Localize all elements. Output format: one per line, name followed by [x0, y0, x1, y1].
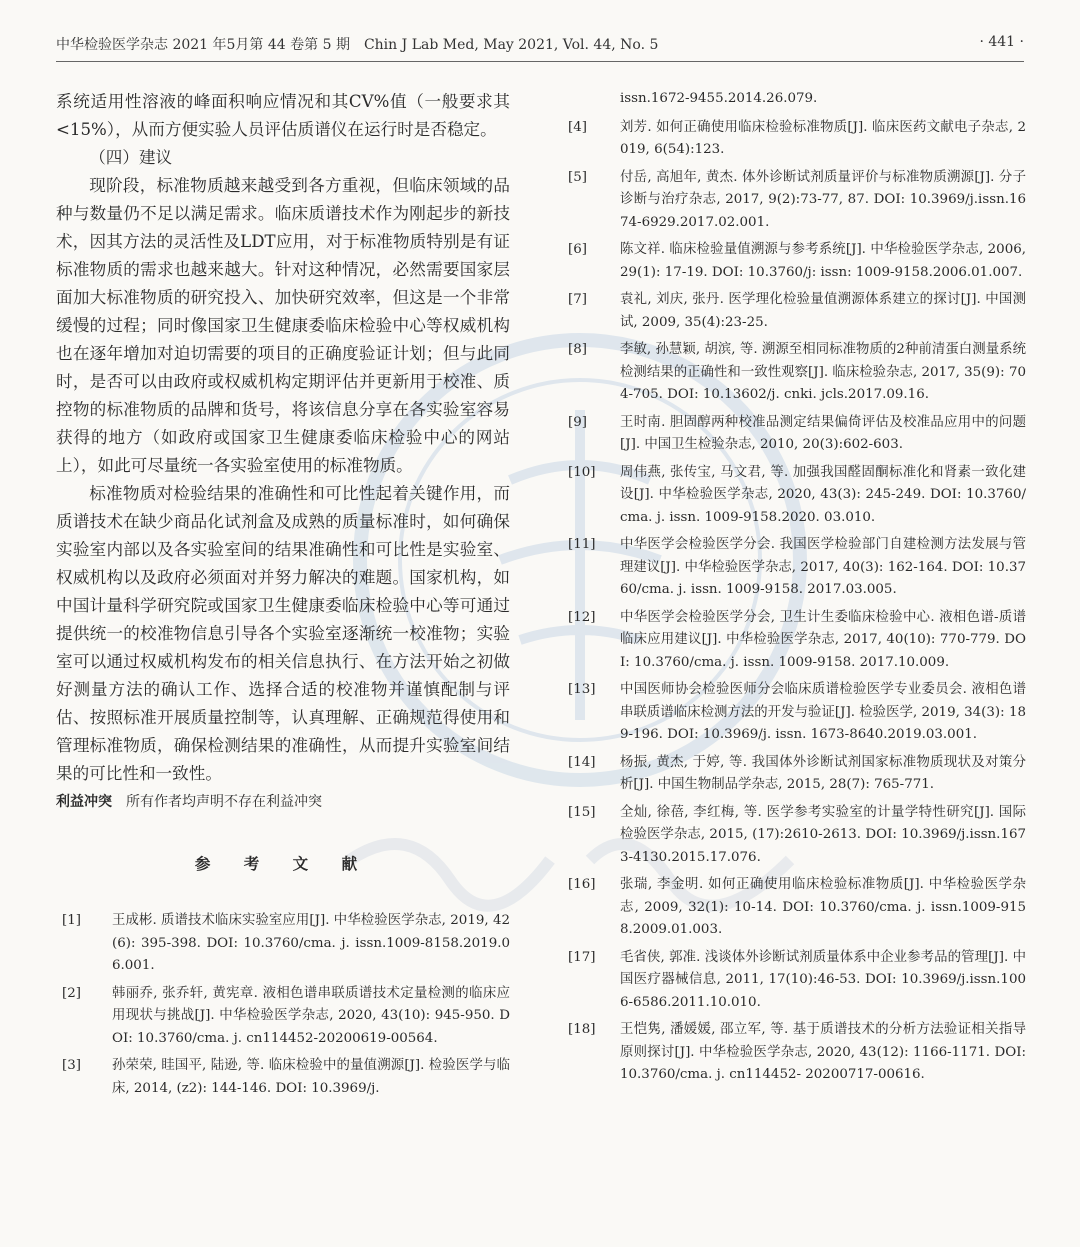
reference-number: [10]	[568, 464, 596, 480]
reference-text: 王成彬. 质谱技术临床实验室应用[J]. 中华检验医学杂志, 2019, 42(6): 395-398. DOI: 10.3760/cma. j. issn.1009-8158.2019.06.001.	[112, 913, 510, 973]
page-number: · 441 ·	[979, 34, 1024, 50]
reference-entry	[566, 874, 1026, 942]
reference-number: [2]	[62, 985, 81, 1001]
paragraph-cv-continued: 系统适用性溶液的峰面积响应情况和其CV%值（一般要求其<15%），从而方便实验人员评估质谱仪在运行时是否稳定。	[56, 92, 510, 139]
left-column	[56, 88, 510, 1105]
header-divider	[56, 61, 1024, 62]
coi-text: 所有作者均声明不存在利益冲突	[126, 794, 322, 810]
reference-list-right	[566, 117, 1026, 1087]
reference-text: 韩丽乔, 张乔轩, 黄宪章. 液相色谱串联质谱技术定量检测的临床应用现状与挑战[J]. 中华检验医学杂志, 2020, 43(10): 945-950. DOI: 10.3760/cma. j. cn114452-20200619-00564.	[112, 985, 510, 1046]
reference-number: [12]	[568, 609, 596, 625]
reference-entry	[566, 339, 1026, 407]
reference-number: [4]	[568, 119, 587, 135]
reference-number: [8]	[568, 342, 587, 357]
reference-text: 杨振, 黄杰, 于婷, 等. 我国体外诊断试剂国家标准物质现状及对策分析[J]. 中国生物制品学杂志, 2015, 28(7): 765-771.	[620, 754, 1026, 792]
section-heading-recommendations: （四）建议	[89, 148, 173, 167]
reference-text: 张瑞, 李金明. 如何正确使用临床检验标准物质[J]. 中华检验医学杂志, 2009, 32(1): 10-14. DOI: 10.3760/cma. j. issn.1009-9158.2009.01.003.	[620, 877, 1026, 937]
reference-text: 陈文祥. 临床检验量值溯源与参考系统[J]. 中华检验医学杂志, 2006, 29(1): 17-19. DOI: 10.3760/j: issn: 1009-9158.2006.01.007.	[620, 242, 1026, 280]
coi-label: 利益冲突	[56, 794, 112, 810]
reference-text: 李敏, 孙慧颖, 胡滨, 等. 溯源至相同标准物质的2种前清蛋白测量系统检测结果的正确性和一致性观察[J]. 临床检验杂志, 2017, 35(9): 704-705. DOI: 10.13602/j. cnki. jcls.2017.09.16.	[620, 342, 1026, 402]
reference-text: 周伟燕, 张传宝, 马文君, 等. 加强我国醛固酮标准化和肾素一致化建设[J]. 中华检验医学杂志, 2020, 43(3): 245-249. DOI: 10.3760/cma. j. issn. 1009-9158.2020. 03.010.	[620, 464, 1026, 525]
reference-number: [17]	[568, 949, 596, 965]
reference-number: [14]	[568, 754, 596, 770]
reference-number: [16]	[568, 877, 596, 892]
reference-entry	[566, 802, 1026, 870]
reference-entry	[566, 462, 1026, 530]
reference-text: 毛省侠, 郭准. 浅谈体外诊断试剂质量体系中企业参考品的管理[J]. 中国医疗器械信息, 2011, 17(10):46-53. DOI: 10.3969/j.issn.1006-6586.2011.10.010.	[620, 949, 1026, 1010]
reference-text: 付岳, 高旭年, 黄杰. 体外诊断试剂质量评价与标准物质溯源[J]. 分子诊断与治疗杂志, 2017, 9(2):73-77, 87. DOI: 10.3969/j.issn.1674-6929.2017.02.001.	[620, 169, 1026, 230]
reference-text: 刘芳. 如何正确使用临床检验标准物质[J]. 临床医药文献电子杂志, 2019, 6(54):123.	[620, 119, 1026, 157]
reference-text: 中华医学会检验医学分会, 卫生计生委临床检验中心. 液相色谱-质谱临床应用建议[J]. 中华检验医学杂志, 2017, 40(10): 770-779. DOI: 10.3760/cma. j. issn. 1009-9158. 2017.10.009.	[620, 609, 1026, 670]
reference-text: 王恺隽, 潘媛媛, 邵立军, 等. 基于质谱技术的分析方法验证相关指导原则探讨[J]. 中华检验医学杂志, 2020, 43(12): 1166-1171. DOI: 10.3760/cma. j. cn114452- 20200717-00616.	[620, 1022, 1026, 1082]
paragraph-current-status: 现阶段，标准物质越来越受到各方重视，但临床领域的品种与数量仍不足以满足需求。临床质谱技术作为刚起步的新技术，因其方法的灵活性及LDT应用，对于标准物质特别是有证标准物质的需求也越来越大。针对这种情况，必然需要国家层面加大标准物质的研究投入、加快研究效率，但这是一个非常缓慢的过程；同时像国家卫生健康委临床检验中心等权威机构也在逐年增加对迫切需要的项目的正确度验证计划；但与此同时，是否可以由政府或权威机构定期评估并更新用于校准、质控物的标准物质的品牌和货号，将该信息分享在各实验室容易获得的地方（如政府或国家卫生健康委临床检验中心的网站上），如此可尽量统一各实验室使用的标准物质。	[56, 176, 510, 475]
journal-citation-line: 中华检验医学杂志 2021 年5月第 44 卷第 5 期 Chin J Lab Med, May 2021, Vol. 44, No. 5	[56, 37, 659, 53]
reference-entry	[566, 289, 1026, 334]
right-column	[566, 88, 1026, 1092]
reference-entry	[566, 117, 1026, 162]
reference-text: 中华医学会检验医学分会. 我国医学检验部门自建检测方法发展与管理建议[J]. 中华检验医学杂志, 2017, 40(3): 162-164. DOI: 10.3760/cma. j. issn. 1009-9158. 2017.03.005.	[620, 537, 1026, 597]
reference-entry	[566, 239, 1026, 284]
reference-entry	[566, 167, 1026, 235]
reference-list-left	[56, 910, 510, 1100]
running-header	[56, 34, 1024, 54]
reference-entry	[566, 679, 1026, 747]
reference-number: [6]	[568, 242, 587, 257]
reference-entry	[56, 1055, 510, 1100]
reference-number: [18]	[568, 1022, 596, 1037]
reference-number: [13]	[568, 682, 596, 697]
reference-entry	[56, 983, 510, 1051]
reference-text: 孙荣荣, 眭国平, 陆逊, 等. 临床检验中的量值溯源[J]. 检验医学与临床, 2014, (z2): 144-146. DOI: 10.3969/j.	[112, 1058, 510, 1096]
conflict-of-interest	[56, 790, 510, 814]
reference-text: 王时南. 胆固醇两种校准品测定结果偏倚评估及校准品应用中的问题[J]. 中国卫生检验杂志, 2010, 20(3):602-603.	[620, 414, 1026, 452]
reference-number: [7]	[568, 292, 587, 307]
paragraph-conclusion: 标准物质对检验结果的准确性和可比性起着关键作用，而质谱技术在缺少商品化试剂盒及成熟的质量标准时，如何确保实验室内部以及各实验室间的结果准确性和可比性是实验室、权威机构以及政府必须面对并努力解决的难题。国家机构，如中国计量科学研究院或国家卫生健康委临床检验中心等可通过提供统一的校准物信息引导各个实验室逐渐统一校准物；实验室可以通过权威机构发布的相关信息执行、在方法开始之初做好测量方法的确认工作、选择合适的校准物并谨慎配制与评估、按照标准开展质量控制等，认真理解、正确规范得使用和管理标准物质，确保检测结果的准确性，从而提升实验室间结果的可比性和一致性。	[56, 484, 510, 783]
reference-number: [11]	[568, 537, 596, 552]
reference-entry	[566, 534, 1026, 602]
reference-continuation: issn.1672-9455.2014.26.079.	[620, 91, 818, 106]
reference-entry	[56, 910, 510, 978]
reference-number: [3]	[62, 1058, 81, 1073]
reference-number: [1]	[62, 913, 81, 928]
reference-number: [15]	[568, 804, 596, 820]
reference-text: 中国医师协会检验医师分会临床质谱检验医学专业委员会. 液相色谱串联质谱临床检测方法的开发与验证[J]. 检验医学, 2019, 34(3): 189-196. DOI: 10.3969/j. issn. 1673-8640.2019.03.001.	[620, 682, 1026, 742]
reference-entry	[566, 1019, 1026, 1087]
reference-entry	[566, 947, 1026, 1015]
reference-text: 袁礼, 刘庆, 张丹. 医学理化检验量值溯源体系建立的探讨[J]. 中国测试, 2009, 35(4):23-25.	[620, 292, 1026, 330]
reference-entry	[566, 607, 1026, 675]
reference-entry	[566, 412, 1026, 457]
reference-number: [9]	[568, 414, 587, 430]
reference-text: 全灿, 徐蓓, 李红梅, 等. 医学参考实验室的计量学特性研究[J]. 国际检验医学杂志, 2015, (17):2610-2613. DOI: 10.3969/j.issn.1673-4130.2015.17.076.	[620, 804, 1026, 865]
references-title: 参 考 文 献	[194, 855, 372, 873]
reference-number: [5]	[568, 169, 587, 185]
reference-entry	[566, 752, 1026, 797]
